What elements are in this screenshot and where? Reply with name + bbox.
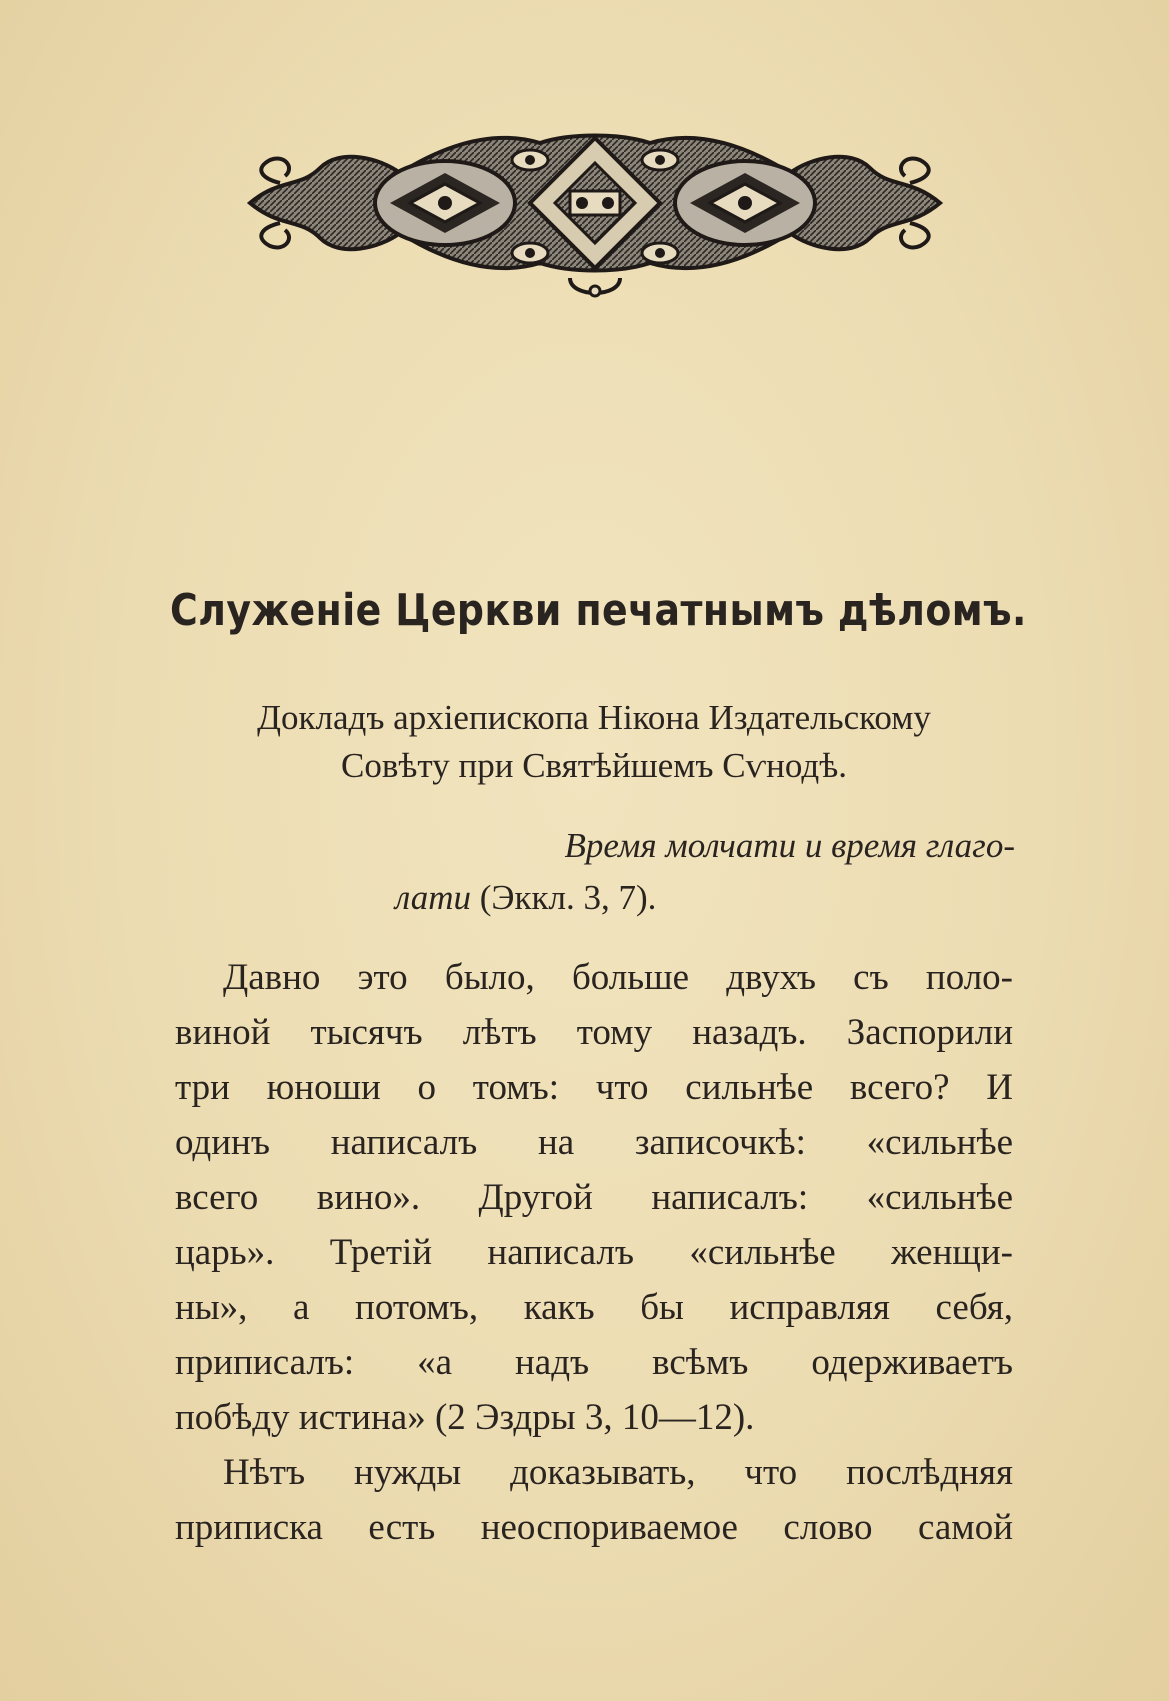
body-line: виной тысячъ лѣтъ тому назадъ. Заспорили xyxy=(175,1012,1013,1053)
body-line: ны», а потомъ, какъ бы исправляя себя, xyxy=(175,1287,1013,1328)
body-line: одинъ написалъ на записочкѣ: «сильнѣе xyxy=(175,1122,1013,1163)
subtitle-line: Совѣту при Святѣйшемъ Сѵнодѣ. xyxy=(341,746,847,785)
body-line: побѣду истина» (2 Эздры 3, 10—12). xyxy=(175,1397,755,1438)
article-body xyxy=(175,950,1013,1555)
epigraph xyxy=(395,820,1015,924)
body-line: приписалъ: «а надъ всѣмъ одерживаетъ xyxy=(175,1342,1013,1383)
epigraph-line xyxy=(395,872,1015,924)
body-line: Давно это было, больше двухъ съ поло- xyxy=(223,957,1013,998)
subtitle-line: Докладъ архіепископа Нікона Издательскому xyxy=(257,698,931,737)
body-line: три юноши о томъ: что сильнѣе всего? И xyxy=(175,1067,1013,1108)
body-line: приписка есть неоспориваемое слово самой xyxy=(175,1507,1013,1548)
arabesque-headpiece-icon xyxy=(240,128,950,308)
article-title: Служеніе Церкви печатнымъ дѣломъ. xyxy=(170,585,1027,636)
epigraph-reference: (Эккл. 3, 7). xyxy=(470,878,657,917)
epigraph-line: Время молчати и время глаго- xyxy=(564,826,1015,865)
article-subtitle xyxy=(175,694,1013,790)
body-line: Нѣтъ нужды доказывать, что послѣдняя xyxy=(223,1452,1013,1493)
body-line: царь». Третій написалъ «сильнѣе женщи- xyxy=(175,1232,1013,1273)
epigraph-italic: лати xyxy=(395,878,471,917)
body-line: всего вино». Другой написалъ: «сильнѣе xyxy=(175,1177,1013,1218)
